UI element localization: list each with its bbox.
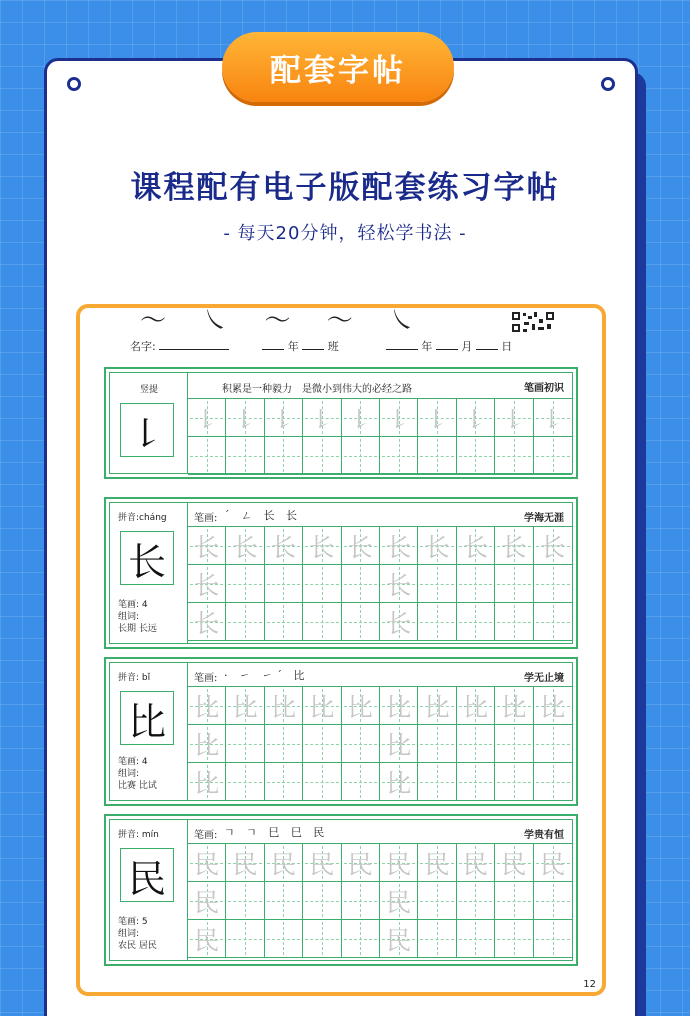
practice-cell bbox=[418, 725, 456, 763]
practice-cell bbox=[342, 763, 380, 801]
stroke-order: · ㇀ ㇀´ 比 bbox=[224, 669, 309, 682]
practice-cell bbox=[226, 437, 264, 475]
practice-cell: ㇙ bbox=[534, 399, 572, 437]
practice-cell bbox=[342, 882, 380, 920]
practice-cell bbox=[226, 763, 264, 801]
day-label: 日 bbox=[501, 340, 513, 353]
practice-cell bbox=[303, 882, 341, 920]
practice-cell bbox=[495, 725, 533, 763]
char-grid bbox=[188, 687, 572, 801]
practice-cell bbox=[226, 565, 264, 603]
practice-cell bbox=[457, 882, 495, 920]
month-label: 月 bbox=[461, 340, 473, 353]
practice-cell: 民 bbox=[380, 920, 418, 958]
char-grid bbox=[188, 844, 572, 958]
practice-cell bbox=[534, 763, 572, 801]
practice-cell: 长 bbox=[380, 565, 418, 603]
practice-cell: 比 bbox=[380, 687, 418, 725]
practice-cell: 民 bbox=[457, 844, 495, 882]
char-box-3 bbox=[104, 814, 578, 966]
stroke-box bbox=[104, 367, 578, 479]
motto: 积累是一种毅力 是微小到伟大的必经之路 bbox=[222, 384, 412, 395]
practice-cell bbox=[265, 603, 303, 641]
practice-sheet bbox=[76, 304, 606, 996]
char-tag: 学无止境 bbox=[524, 673, 564, 684]
practice-cell: 民 bbox=[188, 844, 226, 882]
practice-cell bbox=[418, 565, 456, 603]
practice-cell bbox=[457, 603, 495, 641]
stroke-left-col bbox=[110, 373, 188, 473]
practice-cell: 民 bbox=[226, 844, 264, 882]
stroke-header bbox=[188, 373, 572, 399]
year-label-2: 年 bbox=[421, 340, 433, 353]
practice-cell bbox=[534, 725, 572, 763]
binder-hole-left bbox=[67, 77, 81, 91]
char-box-1 bbox=[104, 497, 578, 649]
year-label: 年 bbox=[287, 340, 299, 353]
stroke-count: 笔画: 4 bbox=[118, 757, 148, 767]
pinyin-label: 拼音: bǐ bbox=[118, 673, 151, 683]
practice-cell: 长 bbox=[380, 603, 418, 641]
strokes-label: 笔画: bbox=[194, 513, 218, 524]
practice-cell: 比 bbox=[495, 687, 533, 725]
practice-cell: 长 bbox=[188, 565, 226, 603]
practice-cell: 长 bbox=[303, 527, 341, 565]
words-label: 组词: bbox=[118, 929, 140, 939]
practice-cell: 比 bbox=[303, 687, 341, 725]
stroke-order: ㄱ ㄱ 巳 巳 民 bbox=[224, 826, 329, 839]
practice-cell bbox=[342, 437, 380, 475]
practice-cell bbox=[534, 603, 572, 641]
practice-cell: 比 bbox=[265, 687, 303, 725]
practice-cell: 长 bbox=[265, 527, 303, 565]
practice-cell: ㇙ bbox=[265, 399, 303, 437]
practice-cell: 民 bbox=[534, 844, 572, 882]
practice-cell bbox=[534, 920, 572, 958]
practice-cell: 长 bbox=[457, 527, 495, 565]
char-left-col bbox=[110, 503, 188, 643]
strokes-label: 笔画: bbox=[194, 830, 218, 841]
practice-cell: 民 bbox=[265, 844, 303, 882]
practice-cell: ㇙ bbox=[226, 399, 264, 437]
title-badge: 配套字帖 bbox=[222, 32, 454, 102]
practice-cell: ㇙ bbox=[342, 399, 380, 437]
practice-cell: 比 bbox=[380, 763, 418, 801]
practice-cell: ㇙ bbox=[457, 399, 495, 437]
practice-cell bbox=[342, 603, 380, 641]
practice-cell bbox=[342, 920, 380, 958]
char-grid bbox=[188, 527, 572, 641]
practice-cell: 比 bbox=[226, 687, 264, 725]
practice-cell bbox=[495, 882, 533, 920]
practice-cell: 比 bbox=[188, 763, 226, 801]
char-box-2 bbox=[104, 657, 578, 806]
practice-cell: 长 bbox=[418, 527, 456, 565]
words: 比赛 比试 bbox=[118, 781, 157, 791]
practice-cell: ㇙ bbox=[303, 399, 341, 437]
practice-cell: 民 bbox=[380, 844, 418, 882]
practice-cell: 比 bbox=[534, 687, 572, 725]
pinyin-label: 拼音: mín bbox=[118, 830, 159, 840]
words: 农民 居民 bbox=[118, 941, 157, 951]
practice-cell bbox=[303, 920, 341, 958]
practice-cell bbox=[380, 437, 418, 475]
practice-cell: 比 bbox=[342, 687, 380, 725]
stroke-count: 笔画: 5 bbox=[118, 917, 148, 927]
practice-cell bbox=[534, 882, 572, 920]
practice-cell bbox=[303, 763, 341, 801]
stroke-big-cell: ㇙ bbox=[120, 403, 174, 457]
name-label: 名字: bbox=[130, 340, 156, 353]
practice-cell bbox=[418, 882, 456, 920]
practice-cell bbox=[418, 603, 456, 641]
practice-cell bbox=[495, 920, 533, 958]
practice-cell bbox=[457, 565, 495, 603]
binder-hole-right bbox=[601, 77, 615, 91]
subline: - 每天20分钟，轻松学书法 - bbox=[223, 223, 467, 244]
practice-cell: ㇙ bbox=[188, 399, 226, 437]
practice-cell: 比 bbox=[457, 687, 495, 725]
stroke-name: 竖提 bbox=[139, 385, 158, 395]
practice-cell: 长 bbox=[226, 527, 264, 565]
practice-cell: 民 bbox=[418, 844, 456, 882]
practice-cell: 民 bbox=[188, 882, 226, 920]
stroke-tag: 笔画初识 bbox=[524, 383, 564, 394]
char-header bbox=[188, 503, 572, 527]
stroke-order: ´ ㄥ 长 长 bbox=[224, 509, 301, 522]
practice-cell: 民 bbox=[342, 844, 380, 882]
practice-cell bbox=[303, 565, 341, 603]
practice-cell: ㇙ bbox=[380, 399, 418, 437]
practice-cell bbox=[303, 603, 341, 641]
practice-cell bbox=[265, 725, 303, 763]
practice-cell bbox=[265, 763, 303, 801]
practice-cell: 长 bbox=[188, 527, 226, 565]
practice-cell: 民 bbox=[188, 920, 226, 958]
headline: 课程配有电子版配套练习字帖 bbox=[130, 170, 560, 206]
practice-cell bbox=[495, 437, 533, 475]
practice-cell: ㇙ bbox=[418, 399, 456, 437]
practice-cell: 长 bbox=[342, 527, 380, 565]
practice-cell: 民 bbox=[495, 844, 533, 882]
words-label: 组词: bbox=[118, 769, 140, 779]
practice-cell bbox=[534, 437, 572, 475]
practice-cell: 长 bbox=[495, 527, 533, 565]
practice-cell bbox=[457, 725, 495, 763]
words: 长期 长远 bbox=[118, 624, 157, 634]
char-big-cell: 比 bbox=[120, 691, 174, 745]
practice-cell bbox=[226, 920, 264, 958]
words-label: 组词: bbox=[118, 612, 140, 622]
char-big-cell: 民 bbox=[120, 848, 174, 902]
practice-cell: 比 bbox=[188, 725, 226, 763]
practice-cell: 比 bbox=[418, 687, 456, 725]
class-label: 班 bbox=[327, 340, 339, 353]
practice-cell bbox=[265, 437, 303, 475]
practice-cell: 长 bbox=[188, 603, 226, 641]
practice-cell bbox=[418, 920, 456, 958]
practice-cell bbox=[534, 565, 572, 603]
practice-cell bbox=[226, 725, 264, 763]
practice-cell: ㇙ bbox=[495, 399, 533, 437]
practice-cell bbox=[226, 882, 264, 920]
practice-cell bbox=[265, 920, 303, 958]
practice-cell bbox=[303, 725, 341, 763]
practice-cell bbox=[495, 565, 533, 603]
char-big-cell: 长 bbox=[120, 531, 174, 585]
practice-cell bbox=[342, 565, 380, 603]
practice-cell: 长 bbox=[380, 527, 418, 565]
stroke-count: 笔画: 4 bbox=[118, 600, 148, 610]
practice-cell bbox=[188, 437, 226, 475]
practice-cell: 民 bbox=[380, 882, 418, 920]
practice-cell bbox=[495, 763, 533, 801]
practice-cell bbox=[418, 437, 456, 475]
char-header bbox=[188, 820, 572, 844]
practice-cell bbox=[265, 565, 303, 603]
practice-cell bbox=[303, 437, 341, 475]
char-header bbox=[188, 663, 572, 687]
char-tag: 学海无涯 bbox=[524, 513, 564, 524]
practice-cell: 比 bbox=[380, 725, 418, 763]
practice-cell: 比 bbox=[188, 687, 226, 725]
practice-cell: 民 bbox=[303, 844, 341, 882]
practice-cell bbox=[226, 603, 264, 641]
qr-code-icon bbox=[510, 310, 556, 334]
page-number: 12 bbox=[583, 979, 596, 990]
pinyin-label: 拼音:cháng bbox=[118, 513, 167, 523]
char-left-col bbox=[110, 663, 188, 800]
practice-cell bbox=[265, 882, 303, 920]
practice-cell bbox=[457, 920, 495, 958]
name-date-row bbox=[130, 338, 512, 354]
practice-cell bbox=[457, 763, 495, 801]
top-stroke-row: 〜 ㇏ 〜 〜 ㇏ bbox=[140, 306, 430, 336]
practice-cell bbox=[495, 603, 533, 641]
strokes-label: 笔画: bbox=[194, 673, 218, 684]
practice-cell bbox=[418, 763, 456, 801]
char-left-col bbox=[110, 820, 188, 960]
practice-cell bbox=[457, 437, 495, 475]
practice-cell: 长 bbox=[534, 527, 572, 565]
practice-cell bbox=[342, 725, 380, 763]
char-tag: 学贵有恒 bbox=[524, 830, 564, 841]
stroke-grid bbox=[188, 399, 572, 475]
